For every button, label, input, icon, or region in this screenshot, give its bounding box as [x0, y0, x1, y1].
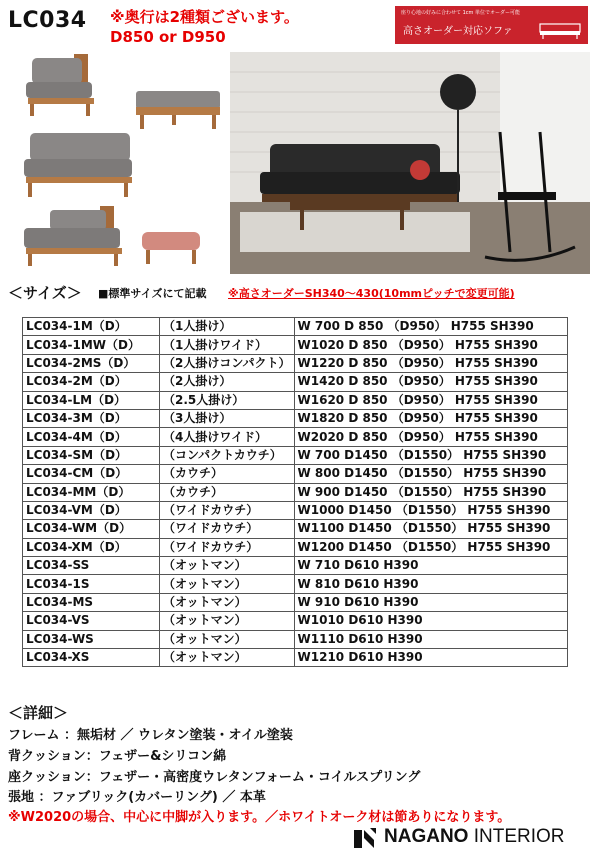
banner-small-text: 座り心地の好みに合わせて 1cm 単位でオーダー可能 — [401, 10, 520, 16]
size-cell: W 900 D1450 （D1550） H755 SH390 — [294, 483, 567, 501]
table-row — [23, 354, 568, 372]
size-cell: W1020 D 850 （D950） H755 SH390 — [294, 336, 567, 354]
type-cell: （2.5人掛け） — [160, 391, 295, 409]
type-cell: （4人掛けワイド） — [160, 428, 295, 446]
detail-frame: フレーム ：無垢材 ／ ウレタン塗装・オイル塗装 — [8, 728, 293, 743]
table-row — [23, 409, 568, 427]
table-row — [23, 575, 568, 593]
height-order-note: ※高さオーダーSH340～430(10mmピッチで変更可能) — [228, 287, 515, 300]
product-code: LC034 — [8, 8, 87, 33]
type-cell: （ワイドカウチ） — [160, 538, 295, 556]
depth-note: ※奥行は2種類ございます。 — [110, 8, 299, 26]
type-cell: （ワイドカウチ） — [160, 501, 295, 519]
type-cell: （1人掛け） — [160, 318, 295, 336]
model-cell: LC034-WS — [23, 630, 160, 648]
size-cell: W 800 D1450 （D1550） H755 SH390 — [294, 465, 567, 483]
detail-seat-cushion: 座クッション：フェザー・高密度ウレタンフォーム・コイルスプリング — [8, 770, 421, 785]
size-cell: W2020 D 850 （D950） H755 SH390 — [294, 428, 567, 446]
model-cell: LC034-2MS（D） — [23, 354, 160, 372]
detail-upholstery: 張地 ：ファブリック(カバーリング) ／ 本革 — [8, 790, 266, 805]
standard-size-note: ■標準サイズにて記載 — [98, 287, 207, 300]
model-cell: LC034-SS — [23, 557, 160, 575]
type-cell: （ワイドカウチ） — [160, 520, 295, 538]
living-room-photo — [230, 52, 590, 274]
two-seater-image — [20, 125, 135, 200]
table-row — [23, 630, 568, 648]
table-row — [23, 557, 568, 575]
size-cell: W 710 D610 H390 — [294, 557, 567, 575]
banner-main-text: 高さオーダー対応ソファ — [403, 26, 513, 37]
model-cell: LC034-2M（D） — [23, 373, 160, 391]
model-cell: LC034-4M（D） — [23, 428, 160, 446]
table-row — [23, 538, 568, 556]
type-cell: （1人掛けワイド） — [160, 336, 295, 354]
model-cell: LC034-SM（D） — [23, 446, 160, 464]
type-cell: （オットマン） — [160, 649, 295, 667]
type-cell: （2人掛け） — [160, 373, 295, 391]
size-cell: W1820 D 850 （D950） H755 SH390 — [294, 409, 567, 427]
depth-options: D850 or D950 — [110, 28, 226, 46]
table-row — [23, 318, 568, 336]
table-row — [23, 649, 568, 667]
height-order-banner — [395, 6, 588, 44]
type-cell: （オットマン） — [160, 630, 295, 648]
one-seater-image — [18, 48, 116, 118]
type-cell: （オットマン） — [160, 612, 295, 630]
table-row — [23, 501, 568, 519]
nagano-logo-icon — [352, 826, 378, 852]
table-row — [23, 428, 568, 446]
type-cell: （オットマン） — [160, 575, 295, 593]
model-cell: LC034-MM（D） — [23, 483, 160, 501]
size-cell: W1100 D1450 （D1550） H755 SH390 — [294, 520, 567, 538]
model-cell: LC034-1M（D） — [23, 318, 160, 336]
type-cell: （3人掛け） — [160, 409, 295, 427]
details-heading: ＜詳細＞ — [8, 704, 69, 722]
table-row — [23, 483, 568, 501]
model-cell: LC034-MS — [23, 593, 160, 611]
table-row — [23, 373, 568, 391]
size-cell: W 910 D610 H390 — [294, 593, 567, 611]
size-cell: W 700 D1450 （D1550） H755 SH390 — [294, 446, 567, 464]
type-cell: （オットマン） — [160, 593, 295, 611]
model-cell: LC034-LM（D） — [23, 391, 160, 409]
type-cell: （2人掛けコンパクト） — [160, 354, 295, 372]
size-cell: W1210 D610 H390 — [294, 649, 567, 667]
size-cell: W1420 D 850 （D950） H755 SH390 — [294, 373, 567, 391]
model-cell: LC034-VM（D） — [23, 501, 160, 519]
type-cell: （カウチ） — [160, 465, 295, 483]
model-cell: LC034-VS — [23, 612, 160, 630]
size-cell: W1110 D610 H390 — [294, 630, 567, 648]
table-row — [23, 336, 568, 354]
model-cell: LC034-3M（D） — [23, 409, 160, 427]
type-cell: （カウチ） — [160, 483, 295, 501]
table-row — [23, 391, 568, 409]
brand-logo — [352, 826, 565, 852]
detail-note: ※W2020の場合、中心に中脚が入ります。／ホワイトオーク材は節ありになります。 — [8, 810, 511, 825]
size-heading: ＜サイズ＞ — [8, 284, 82, 302]
table-row — [23, 593, 568, 611]
ottoman-image — [140, 228, 202, 268]
size-cell: W1200 D1450 （D1550） H755 SH390 — [294, 538, 567, 556]
model-cell: LC034-CM（D） — [23, 465, 160, 483]
size-cell: W 700 D 850 （D950） H755 SH390 — [294, 318, 567, 336]
model-cell: LC034-XS — [23, 649, 160, 667]
size-cell: W1220 D 850 （D950） H755 SH390 — [294, 354, 567, 372]
spec-table — [22, 317, 568, 667]
sofa-icon — [538, 20, 582, 40]
table-row — [23, 520, 568, 538]
model-cell: LC034-WM（D） — [23, 520, 160, 538]
size-cell: W1010 D610 H390 — [294, 612, 567, 630]
brand-name-light: INTERIOR — [468, 826, 565, 847]
brand-name — [384, 826, 565, 848]
couch-image — [20, 204, 130, 270]
model-cell: LC034-1MW（D） — [23, 336, 160, 354]
type-cell: （オットマン） — [160, 557, 295, 575]
table-row — [23, 465, 568, 483]
detail-back-cushion: 背クッション：フェザー&シリコン綿 — [8, 749, 227, 764]
model-cell: LC034-XM（D） — [23, 538, 160, 556]
size-cell: W 810 D610 H390 — [294, 575, 567, 593]
table-row — [23, 446, 568, 464]
brand-name-bold: NAGANO — [384, 826, 469, 847]
table-row — [23, 612, 568, 630]
size-cell: W1620 D 850 （D950） H755 SH390 — [294, 391, 567, 409]
model-cell: LC034-1S — [23, 575, 160, 593]
back-view-image — [132, 85, 224, 133]
type-cell: （コンパクトカウチ） — [160, 446, 295, 464]
size-cell: W1000 D1450 （D1550） H755 SH390 — [294, 501, 567, 519]
